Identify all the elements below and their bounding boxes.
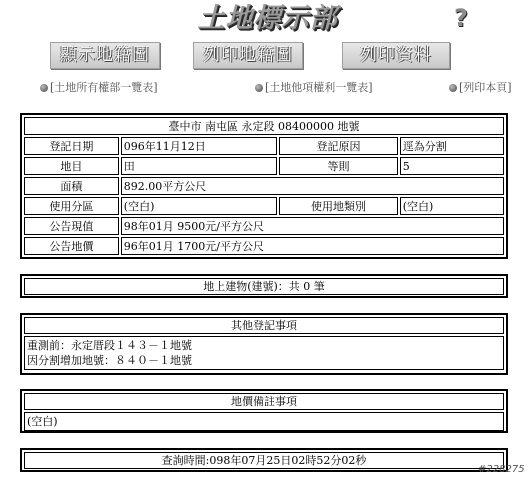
- other-registration-line: 因分割增加地號：８４０－１地號: [27, 354, 192, 367]
- buildings-panel: [20, 274, 508, 298]
- land-location: 臺中市 南屯區 永定段 08400000 地號: [24, 117, 504, 135]
- print-page-label: [列印本頁]: [459, 81, 512, 94]
- table-row: [24, 157, 504, 175]
- bullet-icon: [40, 84, 48, 92]
- announced-price-value: 96年01月 1700元/平方公尺: [121, 237, 504, 255]
- use-type-label: 使用地類別: [279, 197, 398, 215]
- land-category-value: 田: [121, 157, 277, 175]
- watermark: #228275: [478, 464, 525, 475]
- print-page-link[interactable]: [449, 80, 512, 96]
- help-icon[interactable]: ?: [454, 4, 468, 32]
- price-note-panel: [20, 389, 508, 433]
- table-row: [24, 197, 504, 215]
- zoning-label: 使用分區: [24, 197, 119, 215]
- query-time-panel: [20, 448, 508, 472]
- announced-price-label: 公告地價: [24, 237, 119, 255]
- announced-value-value: 98年01月 9500元/平方公尺: [121, 217, 504, 235]
- print-data-button[interactable]: 列印資料: [342, 42, 450, 69]
- reg-date-value: 096年11月12日: [121, 137, 277, 155]
- page-title: 土地標示部: [197, 3, 338, 34]
- other-registration-line: 重測前：永定厝段１４３－１地號: [27, 339, 192, 352]
- other-registration-title: 其他登記事項: [24, 317, 504, 334]
- show-cadastral-map-button[interactable]: 顯示地籍圖: [50, 42, 160, 69]
- land-info-panel: [20, 113, 508, 259]
- table-row: [24, 237, 504, 255]
- area-label: 面積: [24, 177, 119, 195]
- other-rights-list-label: [土地他項權利一覽表]: [265, 81, 373, 94]
- area-value: 892.00平方公尺: [121, 177, 504, 195]
- table-row: [24, 117, 504, 135]
- reg-date-label: 登記日期: [24, 137, 119, 155]
- other-registration-panel: [20, 313, 508, 375]
- table-row: [24, 177, 504, 195]
- owner-list-link[interactable]: [40, 80, 158, 96]
- link-bar: [0, 80, 527, 96]
- grade-label: 等則: [279, 157, 398, 175]
- price-note-title: 地價備註事項: [24, 393, 504, 410]
- zoning-value: (空白): [121, 197, 277, 215]
- announced-value-label: 公告現值: [24, 217, 119, 235]
- other-rights-list-link[interactable]: [255, 80, 373, 96]
- bullet-icon: [449, 84, 457, 92]
- use-type-value: (空白): [400, 197, 504, 215]
- land-category-label: 地目: [24, 157, 119, 175]
- buildings-count: 地上建物(建號)：共 0 筆: [24, 278, 504, 295]
- owner-list-label: [土地所有權部一覽表]: [50, 81, 158, 94]
- land-info-table: [22, 115, 506, 257]
- price-note-body: (空白): [24, 412, 504, 431]
- query-time: 查詢時間:098年07月25日02時52分02秒: [24, 452, 504, 469]
- other-registration-body: [24, 336, 504, 370]
- table-row: [24, 217, 504, 235]
- table-row: [24, 137, 504, 155]
- reg-reason-label: 登記原因: [279, 137, 398, 155]
- bullet-icon: [255, 84, 263, 92]
- grade-value: 5: [400, 157, 504, 175]
- print-cadastral-map-button[interactable]: 列印地籍圖: [193, 42, 303, 69]
- reg-reason-value: 逕為分割: [400, 137, 504, 155]
